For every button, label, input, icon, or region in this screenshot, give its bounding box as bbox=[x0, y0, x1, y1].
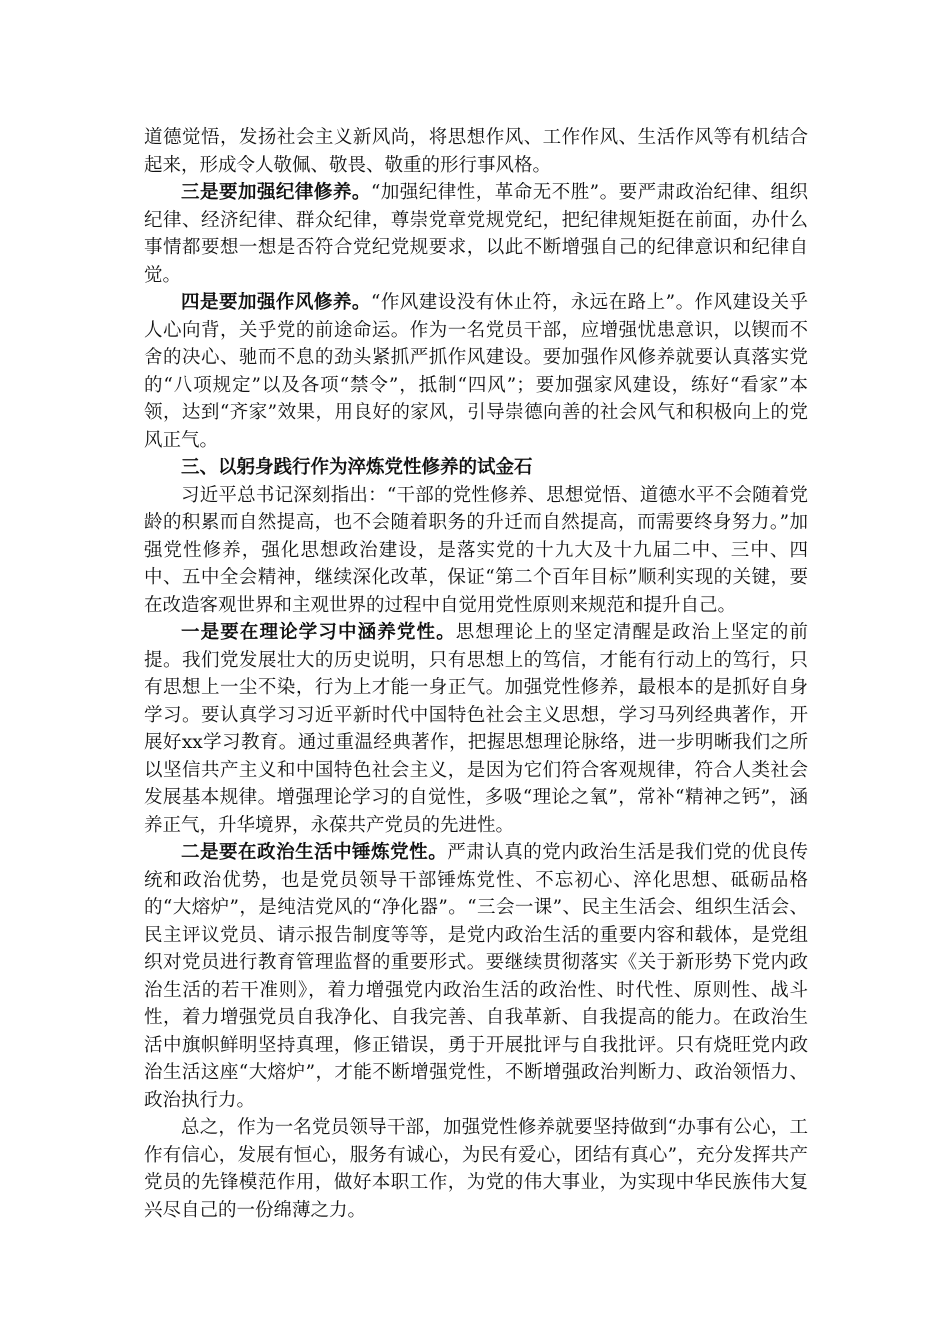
paragraph-political-life bbox=[144, 839, 808, 1114]
section-heading-3: 三、以躬身践行作为淬炼党性修养的试金石 bbox=[181, 457, 533, 478]
paragraph-text: 思想理论上的坚定清醒是政治上坚定的前提。我们党发展壮大的历史说明，只有思想上的笃信，才能有行动上的笃行，只有思想上一尘不染，行为上才能一身正气。加强党性修养，最根本的是抓好自身学习。要认真学习习近平新时代中国特色社会主义思想，学习马列经典著作，开展好xx学习教育。通过重温经典著作，把握思想理论脉络，进一步明晰我们之所以坚信共产主义和中国特色社会主义，是因为它们符合客观规律，符合人类社会发展基本规律。增强理论学习的自觉性，多吸“理论之氧”，常补“精神之钙”，涵养正气，升华境界，永葆共产党员的先进性。 bbox=[144, 622, 808, 836]
paragraph-text: “作风建设没有休止符，永远在路上”。作风建设关乎人心向背，关乎党的前途命运。作为一名党员干部，应增强忧患意识，以锲而不舍的决心、驰而不息的劲头紧抓严抓作风建设。要加强作风修养就要认真落实党的“八项规定”以及各项“禁令”，抵制“四风”；要加强家风建设，练好“看家”本领，达到“齐家”效果，用良好的家风，引导崇德向善的社会风气和积极向上的党风正气。 bbox=[144, 292, 808, 451]
paragraph-lead: 三是要加强纪律修养。 bbox=[181, 182, 371, 203]
paragraph-text: “加强纪律性，革命无不胜”。要严肃政治纪律、组织纪律、经济纪律、群众纪律，尊崇党章党规党纪，把纪律规矩挺在前面，办什么事情都要想一想是否符合党纪党规要求，以此不断增强自己的纪律意识和纪律自觉。 bbox=[144, 182, 808, 286]
paragraph-conclusion bbox=[144, 1114, 808, 1224]
paragraph-text: 总之，作为一名党员领导干部，加强党性修养就要坚持做到“办事有公心，工作有信心，发展有恒心，服务有诚心，为民有爱心，团结有真心”，充分发挥共产党员的先锋模范作用，做好本职工作，为党的伟大事业，为实现中华民族伟大复兴尽自己的一份绵薄之力。 bbox=[144, 1117, 808, 1221]
paragraph-quote bbox=[144, 482, 808, 620]
paragraph-lead: 二是要在政治生活中锤炼党性。 bbox=[181, 842, 448, 863]
paragraph-style bbox=[144, 289, 808, 454]
document-page bbox=[144, 124, 808, 1224]
paragraph-lead: 一是要在理论学习中涵养党性。 bbox=[181, 622, 456, 643]
paragraph-text: 习近平总书记深刻指出：“干部的党性修养、思想觉悟、道德水平不会随着党龄的积累而自然提高，也不会随着职务的升迁而自然提高，而需要终身努力。”加强党性修养，强化思想政治建设，是落实党的十九大及十九届二中、三中、四中、五中全会精神，继续深化改革，保证“第二个百年目标”顺利实现的关键，要在改造客观世界和主观世界的过程中自觉用党性原则来规范和提升自己。 bbox=[144, 484, 808, 616]
paragraph-text: 道德觉悟，发扬社会主义新风尚，将思想作风、工作作风、生活作风等有机结合起来，形成令人敬佩、敬畏、敬重的形行事风格。 bbox=[144, 127, 808, 176]
paragraph-theory bbox=[144, 619, 808, 839]
paragraph-continuation bbox=[144, 124, 808, 179]
paragraph-lead: 四是要加强作风修养。 bbox=[181, 292, 371, 313]
paragraph-text: 严肃认真的党内政治生活是我们党的优良传统和政治优势，也是党员领导干部锤炼党性、不忘初心、淬化思想、砥砺品格的“大熔炉”，是纯洁党风的“净化器”。“三会一课”、民主生活会、组织生活会、民主评议党员、请示报告制度等等，是党内政治生活的重要内容和载体，是党组织对党员进行教育管理监督的重要形式。要继续贯彻落实《关于新形势下党内政治生活的若干准则》，着力增强党内政治生活的政治性、时代性、原则性、战斗性，着力增强党员自我净化、自我完善、自我革新、自我提高的能力。在政治生活中旗帜鲜明坚持真理，修正错误，勇于开展批评与自我批评。只有烧旺党内政治生活这座“大熔炉”，才能不断增强党性，不断增强政治判断力、政治领悟力、政治执行力。 bbox=[144, 842, 808, 1111]
paragraph-discipline bbox=[144, 179, 808, 289]
